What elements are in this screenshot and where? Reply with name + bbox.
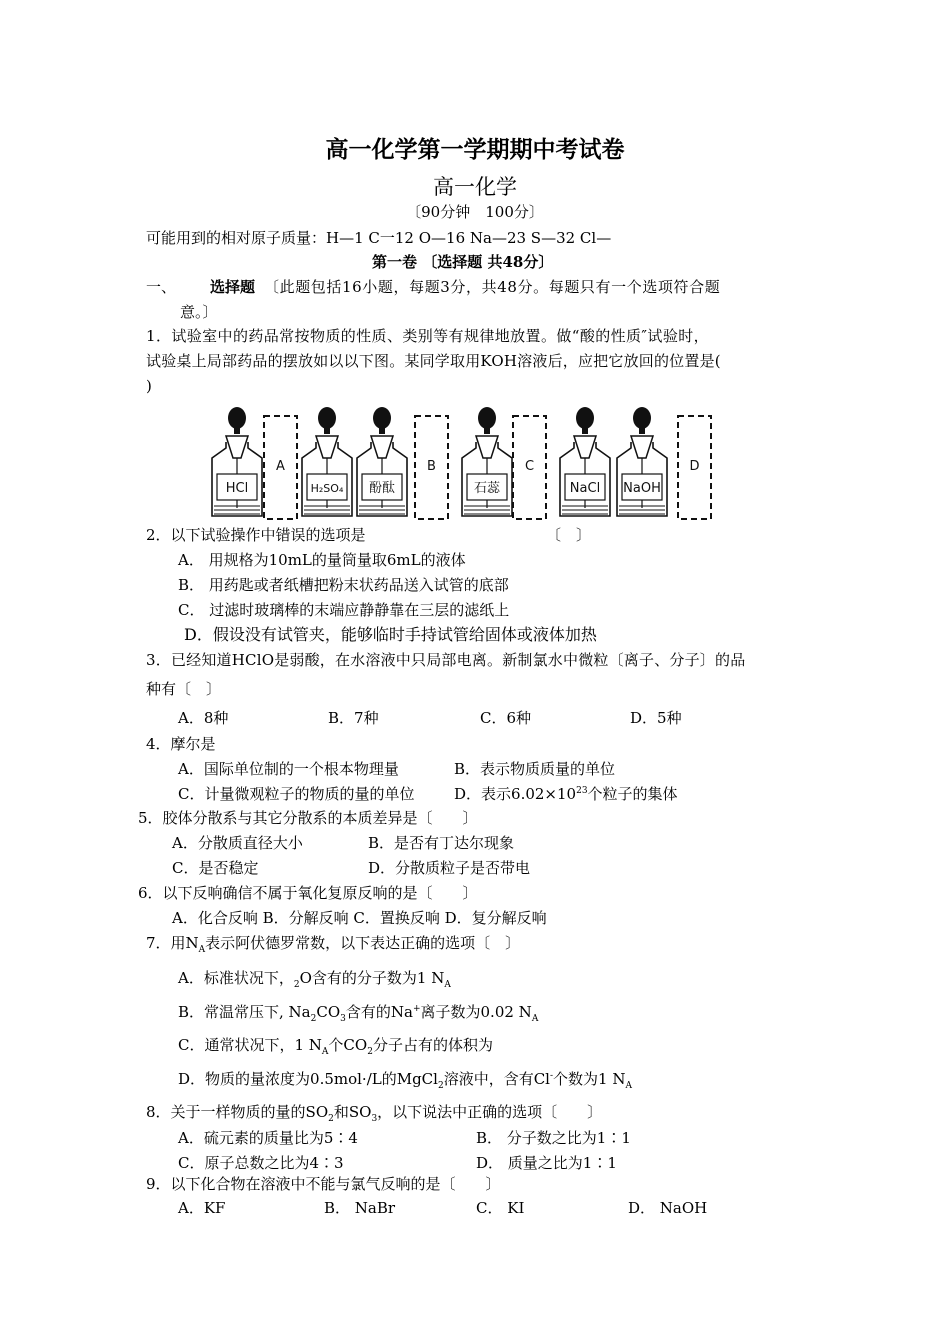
question-4-option-b: B．表示物质质量的单位 <box>454 760 616 778</box>
q7b-text-4: 离子数为0.02 N <box>420 1003 532 1021</box>
question-6-stem: 6．以下反响确信不属于氧化复原反响的是〔 〕 <box>138 884 478 902</box>
reagent-bottle <box>212 407 262 516</box>
q8-text-3: ，以下说法中正确的选项〔 〕 <box>377 1103 603 1121</box>
question-7-stem <box>146 933 520 953</box>
q8-text-2: 和SO <box>333 1103 372 1121</box>
part-title: 第一卷 〔选择题 共48分〕 <box>372 253 554 271</box>
q7c-sub-2: 2 <box>367 1047 373 1057</box>
q4d-text-end: 个粒子的集体 <box>587 785 678 803</box>
question-2-option-c: C． 过滤时玻璃棒的末端应静静靠在三层的滤纸上 <box>178 601 510 619</box>
slot-label: B <box>427 459 436 474</box>
question-2-option-d: D．假设没有试管夹，能够临时手持试管给固体或液体加热 <box>184 625 597 644</box>
question-6-options: A．化合反响 B．分解反响 C．置换反响 D．复分解反响 <box>172 909 547 927</box>
q4d-exponent: 23 <box>576 786 588 796</box>
bottle-label: 酚酞 <box>368 481 396 496</box>
q7b-sub-2: 3 <box>340 1014 346 1024</box>
page-title: 高一化学第一学期期中考试卷 <box>325 136 625 163</box>
time-score: 〔90分钟 100分〕 <box>406 203 544 221</box>
question-9-option-a: A．KF <box>178 1199 226 1217</box>
question-5-option-d: D．分散质粒子是否带电 <box>368 859 531 877</box>
question-1-line2: 试验桌上局部药品的摆放如以以下图。某同学取用KOH溶液后，应把它放回的位置是( <box>146 352 721 370</box>
q7b-text: B．常温常压下, Na <box>178 1003 311 1021</box>
q7b-sub-3: A <box>531 1014 539 1024</box>
question-5-option-b: B．是否有丁达尔现象 <box>368 834 515 852</box>
section-desc-cont: 意。〕 <box>180 303 218 321</box>
q8-sub-1: 2 <box>328 1114 334 1124</box>
question-7-option-a <box>178 968 451 988</box>
section-desc: 〔此题包括16小题，每题3分，共48分。每题只有一个选项符合题 <box>264 278 721 296</box>
question-3-option-d: D．5种 <box>630 709 682 727</box>
slot-label: D <box>689 459 700 474</box>
q7b-text-2: CO <box>316 1003 341 1021</box>
question-4-stem: 4．摩尔是 <box>146 735 216 753</box>
q4d-text: D．表示6.02×10 <box>454 785 577 803</box>
q7-stem-sub: A <box>198 945 206 955</box>
question-2-stem: 2．以下试验操作中错误的选项是 <box>146 526 366 544</box>
question-7-option-b <box>178 1002 538 1022</box>
q7d-text-2: 溶液中，含有Cl <box>443 1070 550 1088</box>
q7d-sub-2: A <box>625 1081 632 1091</box>
slot-label: C <box>524 459 535 474</box>
q7a-sub: 2 <box>293 980 300 990</box>
question-8-stem <box>146 1102 602 1122</box>
question-5-stem: 5．胶体分散系与其它分散系的本质差异是〔 〕 <box>138 809 478 827</box>
q7d-sup: - <box>549 1071 554 1081</box>
q8-sub-2: 3 <box>371 1114 378 1124</box>
question-5-option-a: A．分散质直径大小 <box>172 834 303 852</box>
section-number: 一、 <box>146 278 177 296</box>
bottle-label: NaCl <box>569 481 601 496</box>
q7d-sub: 2 <box>437 1081 444 1091</box>
question-9-option-b: B． NaBr <box>324 1199 396 1217</box>
question-5-option-c: C．是否稳定 <box>172 859 259 877</box>
question-3-option-b: B．7种 <box>328 709 379 727</box>
reagent-bottle <box>302 407 352 516</box>
q7c-text-2: 个CO <box>328 1036 368 1054</box>
reagent-bottle <box>617 407 667 516</box>
question-4-option-a: A．国际单位制的一个根本物理量 <box>178 760 399 778</box>
bottle-label: 石蕊 <box>473 481 501 496</box>
reagent-bottle <box>462 407 512 516</box>
q7b-sub-1: 2 <box>310 1014 317 1024</box>
bottle-label: NaOH <box>623 481 661 496</box>
question-3-line2: 种有〔 〕 <box>146 680 222 698</box>
reagent-bottle <box>357 407 407 516</box>
q7a-sub-2: A <box>444 980 451 990</box>
q7d-text: D．物质的量浓度为0.5mol·/L的MgCl <box>178 1070 438 1088</box>
question-7-option-c <box>178 1035 493 1055</box>
question-3-option-a: A．8种 <box>178 709 229 727</box>
position-slot <box>513 416 546 519</box>
bottle-label: HCl <box>225 481 249 496</box>
page-subtitle: 高一化学 <box>433 175 517 199</box>
atomic-mass-note: 可能用到的相对原子质量：H—1 C一12 O—16 Na—23 S—32 Cl— <box>146 229 612 247</box>
section-name: 选择题 <box>210 278 256 296</box>
q7d-text-3: 个数为1 N <box>553 1070 626 1088</box>
question-2-option-a: A． 用规格为10mL的量筒量取6mL的液体 <box>178 551 466 569</box>
position-slot <box>264 416 297 519</box>
q7-stem-text-end: 表示阿伏德罗常数，以下表达正确的选项〔 〕 <box>205 934 521 952</box>
question-9-option-d: D． NaOH <box>628 1199 708 1217</box>
q7a-text-2: O含有的分子数为1 N <box>299 969 445 987</box>
q7-stem-text: 7．用N <box>146 934 199 952</box>
position-slot <box>415 416 448 519</box>
question-7-option-d <box>178 1069 632 1089</box>
q7b-sup: + <box>412 1004 421 1014</box>
question-4-option-d <box>454 784 678 804</box>
question-8-option-c: C．原子总数之比为4∶3 <box>178 1154 344 1172</box>
question-1-line3: ) <box>146 377 152 395</box>
question-3-line1: 3．已经知道HClO是弱酸，在水溶液中只局部电离。新制氯水中微粒〔离子、分子〕的品 <box>146 651 746 669</box>
reagent-bottle <box>560 407 610 516</box>
question-2-bracket: 〔 〕 <box>546 526 592 544</box>
q7c-sub-1: A <box>321 1047 329 1057</box>
question-4-option-c: C．计量微观粒子的物质的量的单位 <box>178 785 415 803</box>
question-8-option-b: B． 分子数之比为1∶1 <box>476 1129 631 1147</box>
q7c-text: C．通常状况下，1 N <box>178 1036 322 1054</box>
question-2-option-b: B． 用药匙或者纸槽把粉末状药品送入试管的底部 <box>178 576 509 594</box>
question-9-option-c: C． KI <box>476 1199 525 1217</box>
bottle-label: H₂SO₄ <box>310 482 344 495</box>
question-9-stem: 9．以下化合物在溶液中不能与氯气反响的是〔 〕 <box>146 1175 501 1193</box>
q7c-text-3: 分子占有的体积为 <box>372 1036 493 1054</box>
question-3-option-c: C．6种 <box>480 709 532 727</box>
question-8-option-d: D． 质量之比为1∶1 <box>476 1154 617 1172</box>
q7b-text-3: 含有的Na <box>345 1003 413 1021</box>
slot-label: A <box>276 459 285 474</box>
reagent-shelf-figure <box>208 402 718 524</box>
question-8-option-a: A．硫元素的质量比为5∶4 <box>178 1129 358 1147</box>
position-slot <box>678 416 711 519</box>
q8-text: 8．关于一样物质的量的SO <box>146 1103 329 1121</box>
question-1-line1: 1．试验室中的药品常按物质的性质、类别等有规律地放置。做“酸的性质″试验时， <box>146 327 710 345</box>
q7a-text: A．标准状况下， <box>178 969 294 987</box>
